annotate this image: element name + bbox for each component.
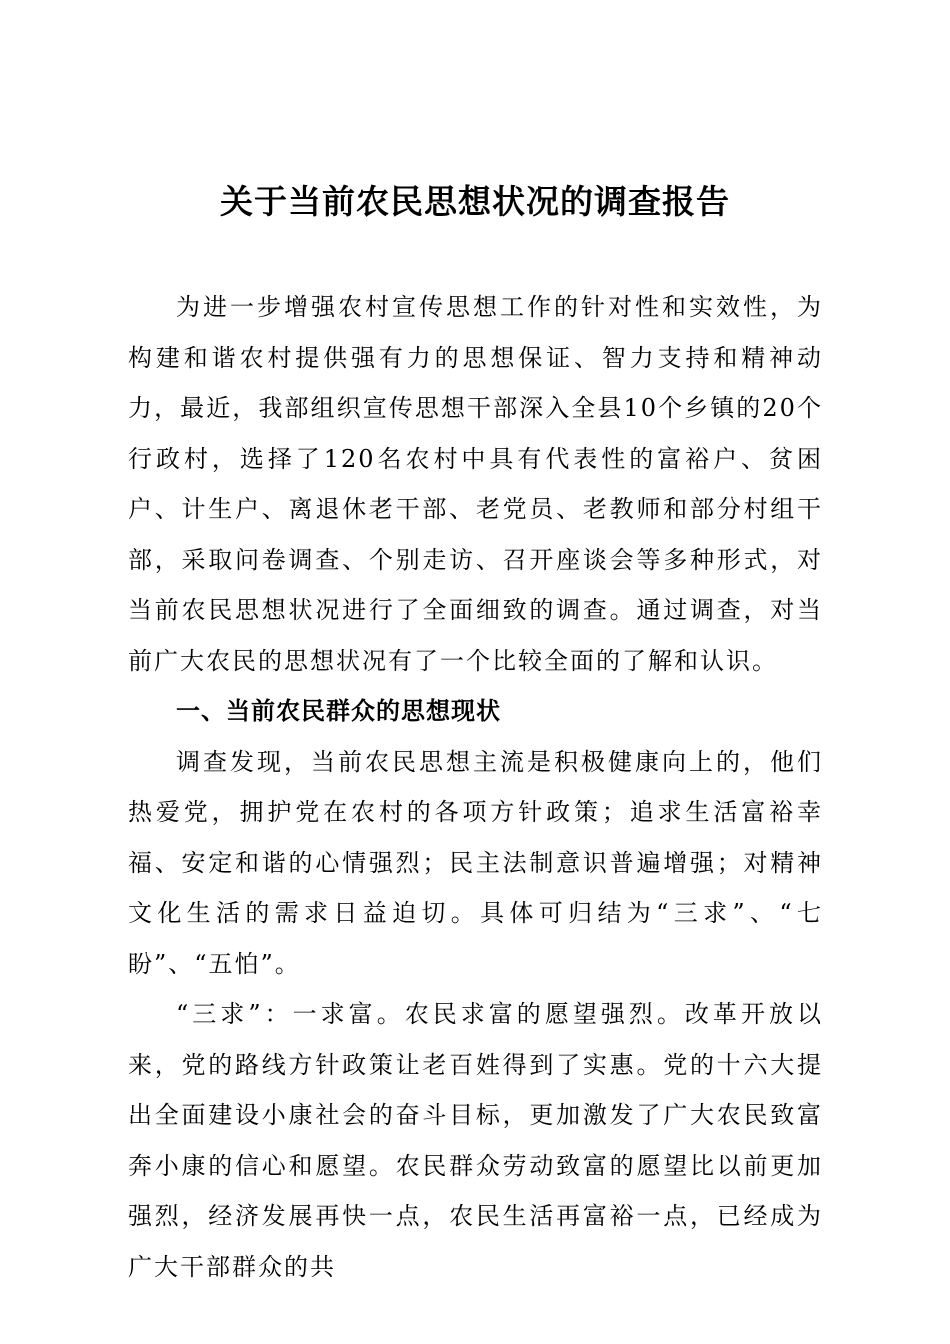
section-paragraph-1: 调查发现，当前农民思想主流是积极健康向上的，他们热爱党，拥护党在农村的各项方针政策；追求生活富裕幸福、安定和谐的心情强烈；民主法制意识普遍增强；对精神文化生活的需求日益迫切。具体可归结为“三求”、“七盼”、“五怕”。 [128,747,823,978]
section-paragraph-2: “三求”：一求富。农民求富的愿望强烈。改革开放以来，党的路线方针政策让老百姓得到了实惠。党的十六大提出全面建设小康社会的奋斗目标，更加激发了广大农民致富奔小康的信心和愿望。农民群众劳动致富的愿望比以前更加强烈，经济发展再快一点，农民生活再富裕一点，已经成为广大干部群众的共 [128,1000,823,1281]
intro-paragraph: 为进一步增强农村宣传思想工作的针对性和实效性，为构建和谐农村提供强有力的思想保证、智力支持和精神动力，最近，我部组织宣传思想干部深入全县10个乡镇的20个行政村，选择了120名农村中具有代表性的富裕户、贫困户、计生户、离退休老干部、老党员、老教师和部分村组干部，采取问卷调查、个别走访、召开座谈会等多种形式，对当前农民思想状况进行了全面细致的调查。通过调查，对当前广大农民的思想状况有了一个比较全面的了解和认识。 [128,293,823,675]
section-heading: 一、当前农民群众的思想现状 [176,697,501,725]
document-body [128,282,823,1292]
page-title: 关于当前农民思想状况的调查报告 [220,182,730,221]
